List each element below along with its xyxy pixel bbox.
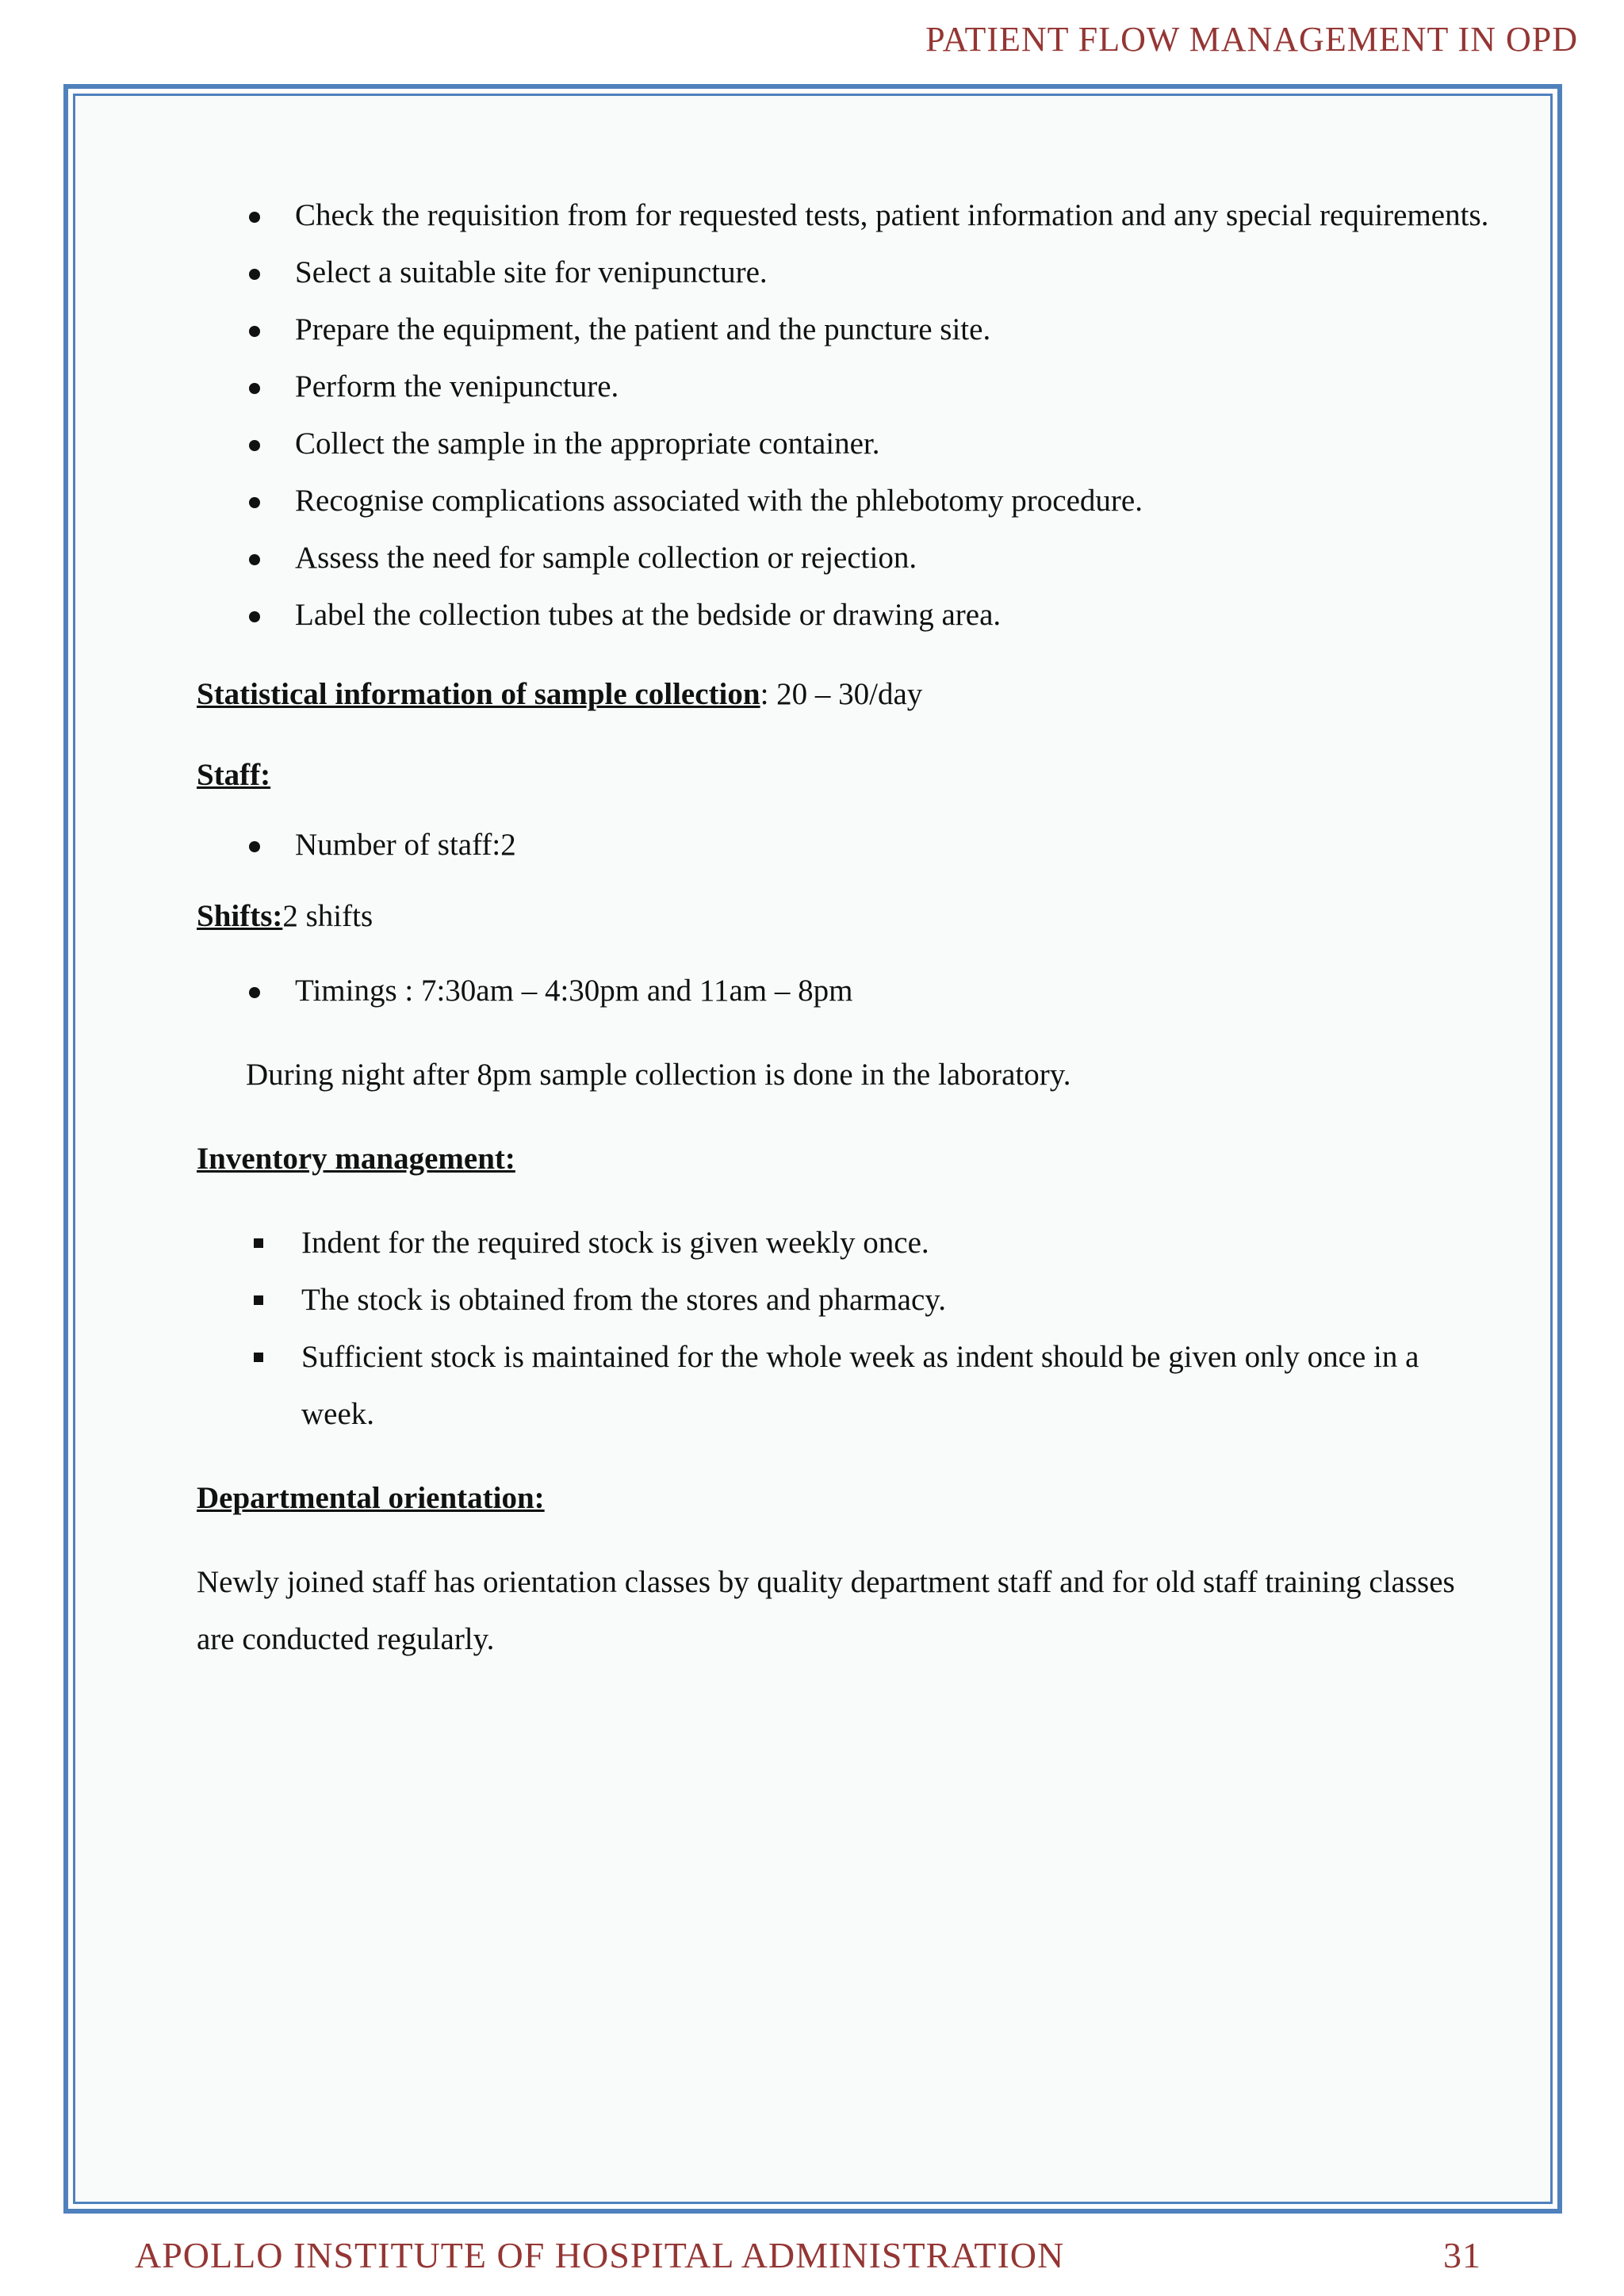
list-item: Collect the sample in the appropriate container. <box>197 415 1497 473</box>
statistics-line <box>197 666 1497 723</box>
list-item: Prepare the equipment, the patient and the puncture site. <box>197 301 1497 358</box>
list-item: Assess the need for sample collection or rejection. <box>197 530 1497 587</box>
bullet-icon <box>249 497 260 508</box>
procedure-steps-list <box>197 187 1497 644</box>
page-header-title: PATIENT FLOW MANAGEMENT IN OPD <box>925 20 1578 59</box>
list-item: Sufficient stock is maintained for the whole week as indent should be given only once in a week. <box>197 1329 1497 1443</box>
staff-heading: Staff: <box>197 758 271 792</box>
shifts-note: During night after 8pm sample collection is done in the laboratory. <box>246 1058 1071 1092</box>
list-item: Indent for the required stock is given weekly once. <box>197 1215 1497 1272</box>
orientation-text: Newly joined staff has orientation classes by quality department staff and for old staff training classes are conducted regularly. <box>197 1565 1455 1656</box>
bullet-icon <box>249 212 260 223</box>
bullet-icon <box>249 554 260 565</box>
bullet-icon <box>249 987 260 998</box>
bullet-icon <box>249 326 260 337</box>
square-bullet-icon <box>254 1238 263 1248</box>
bullet-icon <box>249 611 260 622</box>
shifts-list <box>197 962 1497 1020</box>
list-item: Check the requisition from for requested tests, patient information and any special requirements. <box>197 187 1497 244</box>
staff-list <box>197 817 1497 874</box>
inventory-heading: Inventory management: <box>197 1142 515 1176</box>
orientation-heading: Departmental orientation: <box>197 1481 545 1515</box>
statistics-value: : 20 – 30/day <box>760 677 923 711</box>
list-item: The stock is obtained from the stores and pharmacy. <box>197 1272 1497 1329</box>
list-item: Select a suitable site for venipuncture. <box>197 244 1497 301</box>
page-footer <box>135 2234 1481 2276</box>
page-content <box>197 187 1497 1668</box>
list-item: Timings : 7:30am – 4:30pm and 11am – 8pm <box>197 962 1497 1020</box>
bullet-icon <box>249 269 260 280</box>
square-bullet-icon <box>254 1353 263 1362</box>
list-item: Perform the venipuncture. <box>197 358 1497 415</box>
shifts-heading: Shifts: <box>197 899 283 933</box>
footer-institute: APOLLO INSTITUTE OF HOSPITAL ADMINISTRATION <box>135 2235 1065 2275</box>
bullet-icon <box>249 440 260 451</box>
list-item: Number of staff:2 <box>197 817 1497 874</box>
page-number: 31 <box>1443 2235 1481 2275</box>
shifts-line <box>197 888 1497 945</box>
statistics-label: Statistical information of sample collection <box>197 677 760 711</box>
bullet-icon <box>249 841 260 852</box>
inventory-list <box>197 1215 1497 1443</box>
bullet-icon <box>249 383 260 394</box>
shifts-value: 2 shifts <box>282 899 373 933</box>
list-item: Recognise complications associated with the phlebotomy procedure. <box>197 473 1497 530</box>
list-item: Label the collection tubes at the bedside or drawing area. <box>197 587 1497 644</box>
square-bullet-icon <box>254 1295 263 1305</box>
